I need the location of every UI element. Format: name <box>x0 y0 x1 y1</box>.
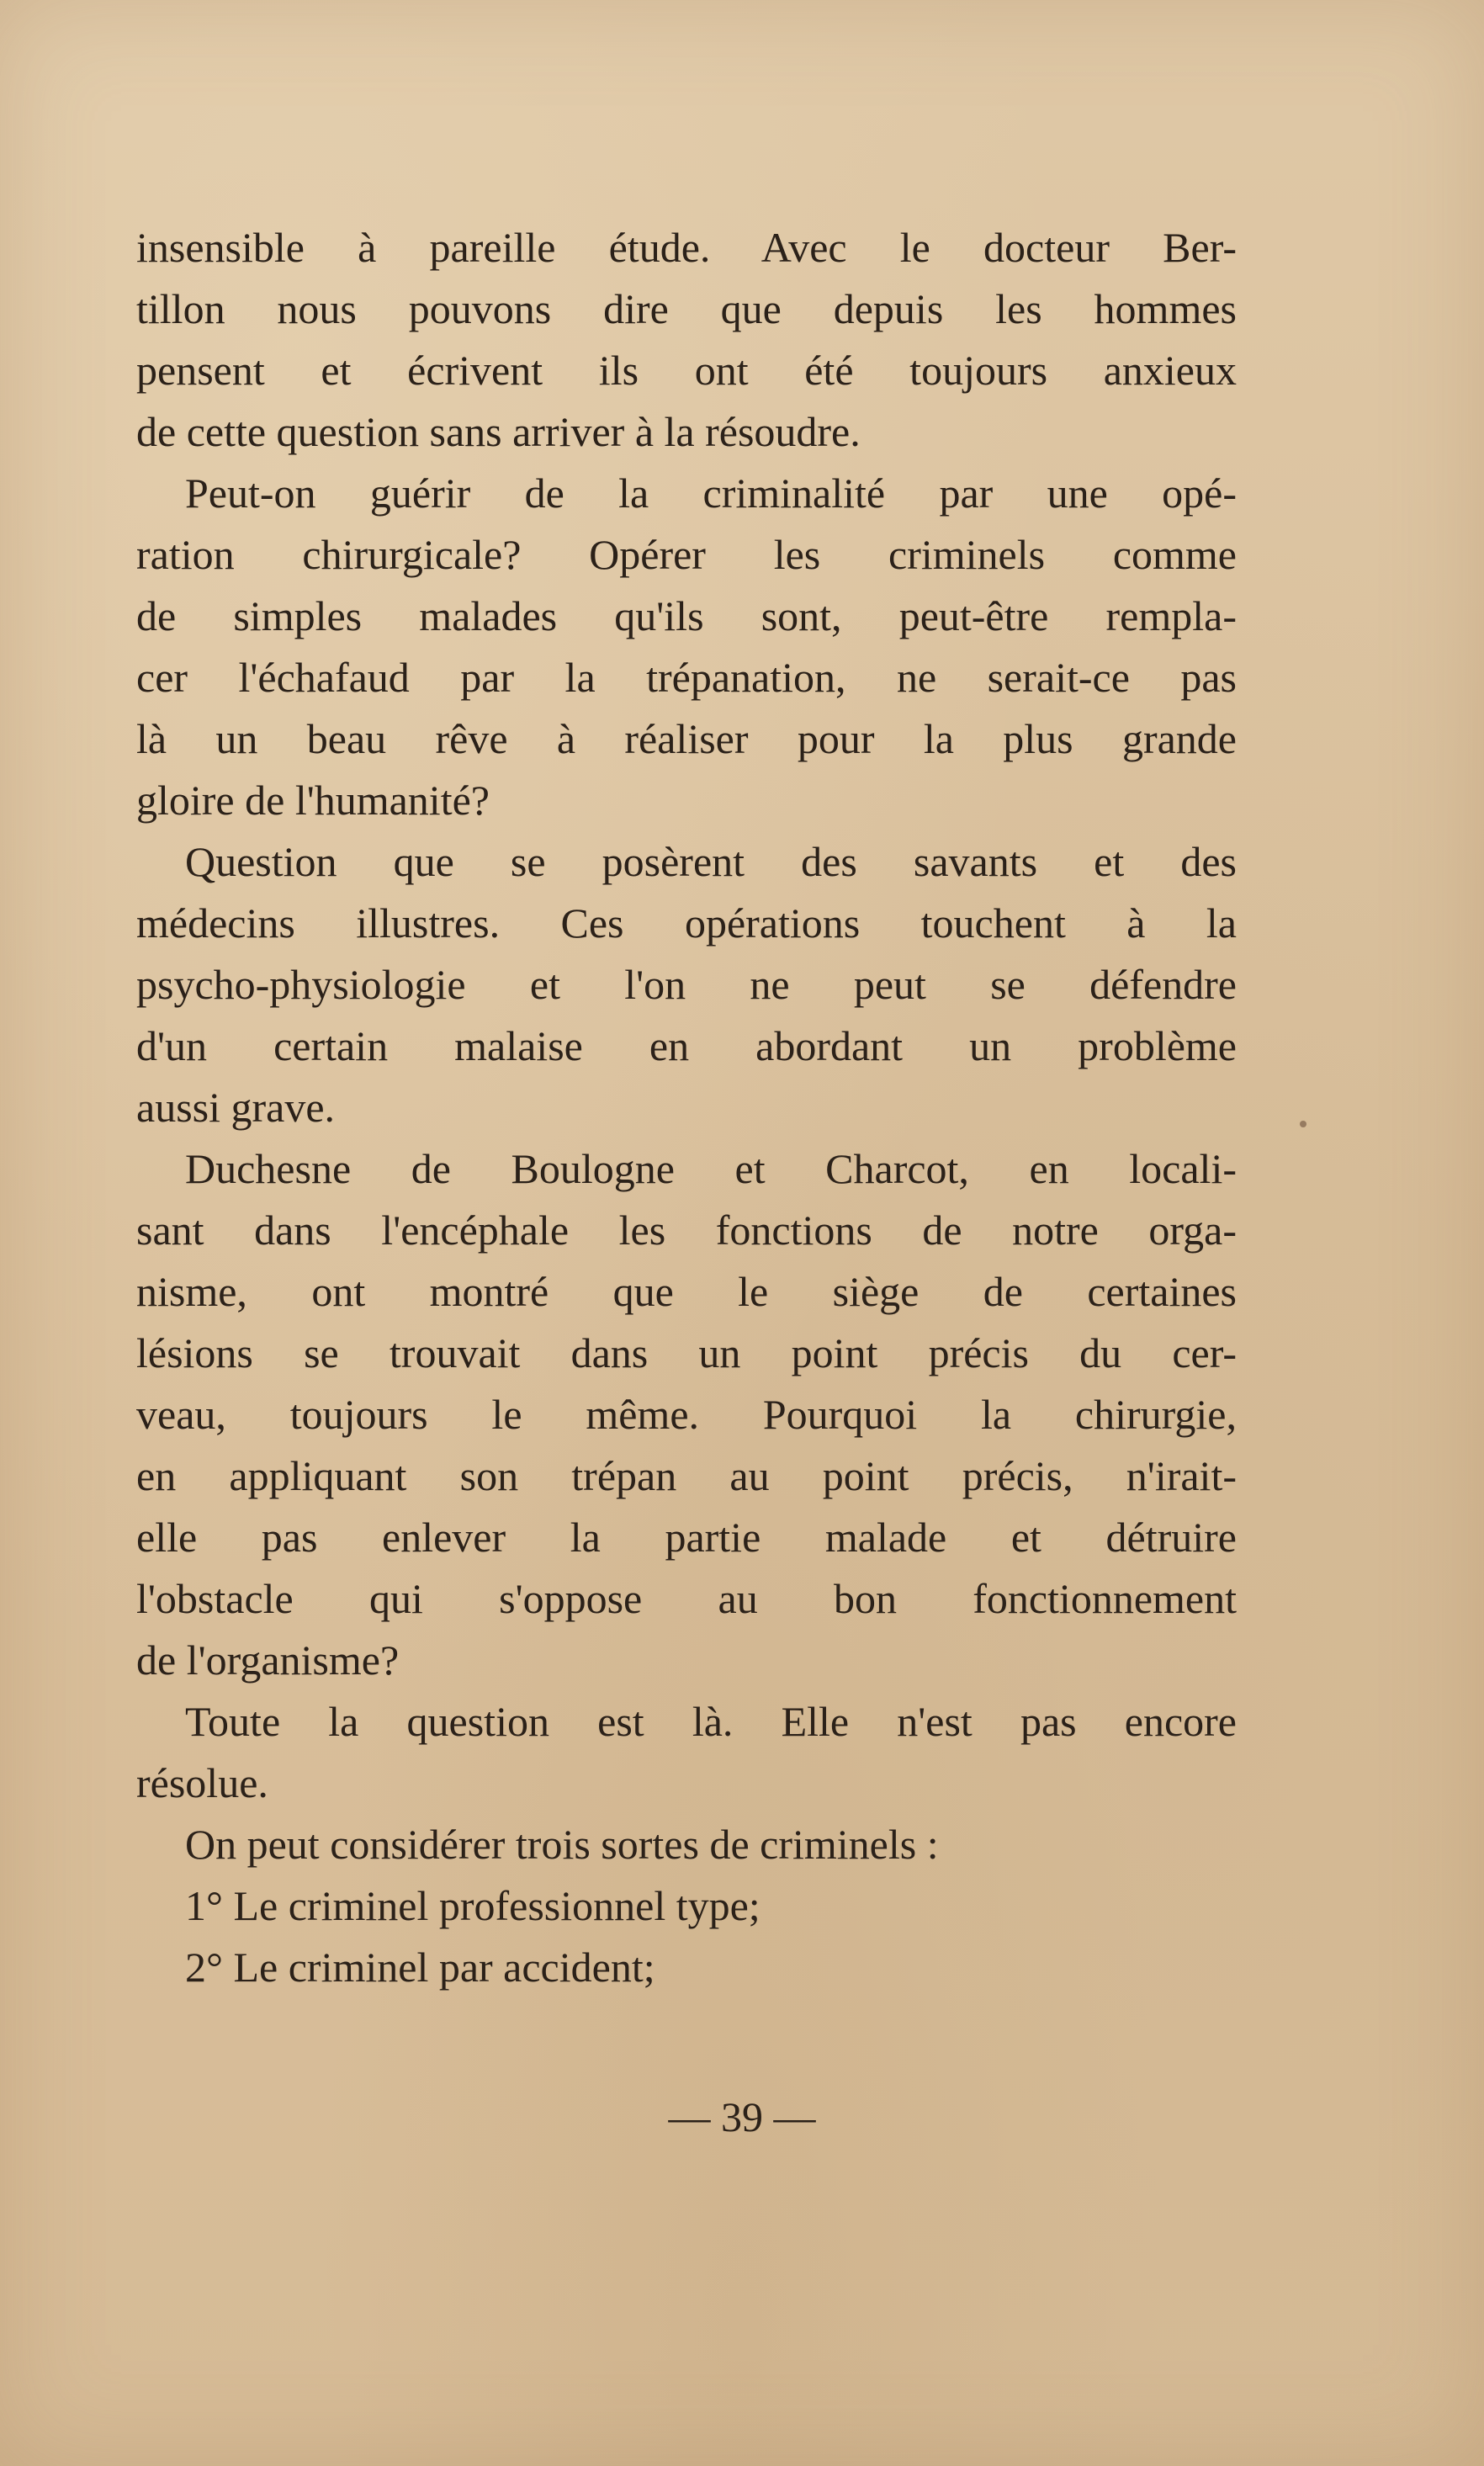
text-line: de l'organisme? <box>136 1636 400 1684</box>
text-line: de cette question sans arriver à la résoudre. <box>136 408 861 455</box>
text-line: elle pas enlever la partie malade et détruire <box>136 1514 1237 1561</box>
text-line: l'obstacle qui s'oppose au bon fonctionnement <box>136 1575 1237 1622</box>
text-line: médecins illustres. Ces opérations touchent à la <box>136 899 1237 947</box>
text-line: Peut-on guérir de la criminalité par une opé- <box>185 469 1237 517</box>
text-line: gloire de l'humanité? <box>136 777 490 824</box>
text-line: tillon nous pouvons dire que depuis les hommes <box>136 285 1237 332</box>
ink-speck <box>1300 1121 1306 1127</box>
body-text <box>136 217 1237 1998</box>
text-line: insensible à pareille étude. Avec le docteur Ber- <box>136 224 1237 271</box>
text-line: Toute la question est là. Elle n'est pas encore <box>185 1698 1237 1745</box>
list-item: 1° Le criminel professionnel type; <box>185 1882 761 1929</box>
text-line: Duchesne de Boulogne et Charcot, en locali- <box>185 1145 1237 1192</box>
text-line: en appliquant son trépan au point précis, n'irait- <box>136 1452 1237 1499</box>
text-line: d'un certain malaise en abordant un problème <box>136 1022 1237 1069</box>
list-item: 2° Le criminel par accident; <box>185 1944 655 1991</box>
text-line: lésions se trouvait dans un point précis du cer- <box>136 1329 1237 1376</box>
text-line: de simples malades qu'ils sont, peut-être rempla- <box>136 592 1237 639</box>
text-line: Question que se posèrent des savants et des <box>185 838 1237 885</box>
text-line: aussi grave. <box>136 1084 336 1131</box>
text-line: sant dans l'encéphale les fonctions de notre orga- <box>136 1206 1237 1254</box>
text-line: là un beau rêve à réaliser pour la plus grande <box>136 715 1237 762</box>
text-line: pensent et écrivent ils ont été toujours anxieux <box>136 347 1237 394</box>
text-line: psycho-physiologie et l'on ne peut se défendre <box>136 961 1237 1008</box>
text-line: cer l'échafaud par la trépanation, ne serait-ce pas <box>136 654 1237 701</box>
text-line: ration chirurgicale? Opérer les criminels comme <box>136 531 1237 578</box>
text-line: On peut considérer trois sortes de criminels : <box>185 1821 939 1868</box>
text-line: veau, toujours le même. Pourquoi la chirurgie, <box>136 1391 1237 1438</box>
text-line: nisme, ont montré que le siège de certaines <box>136 1268 1237 1315</box>
page-number: — 39 — <box>668 2093 816 2140</box>
text-line: résolue. <box>136 1759 268 1806</box>
